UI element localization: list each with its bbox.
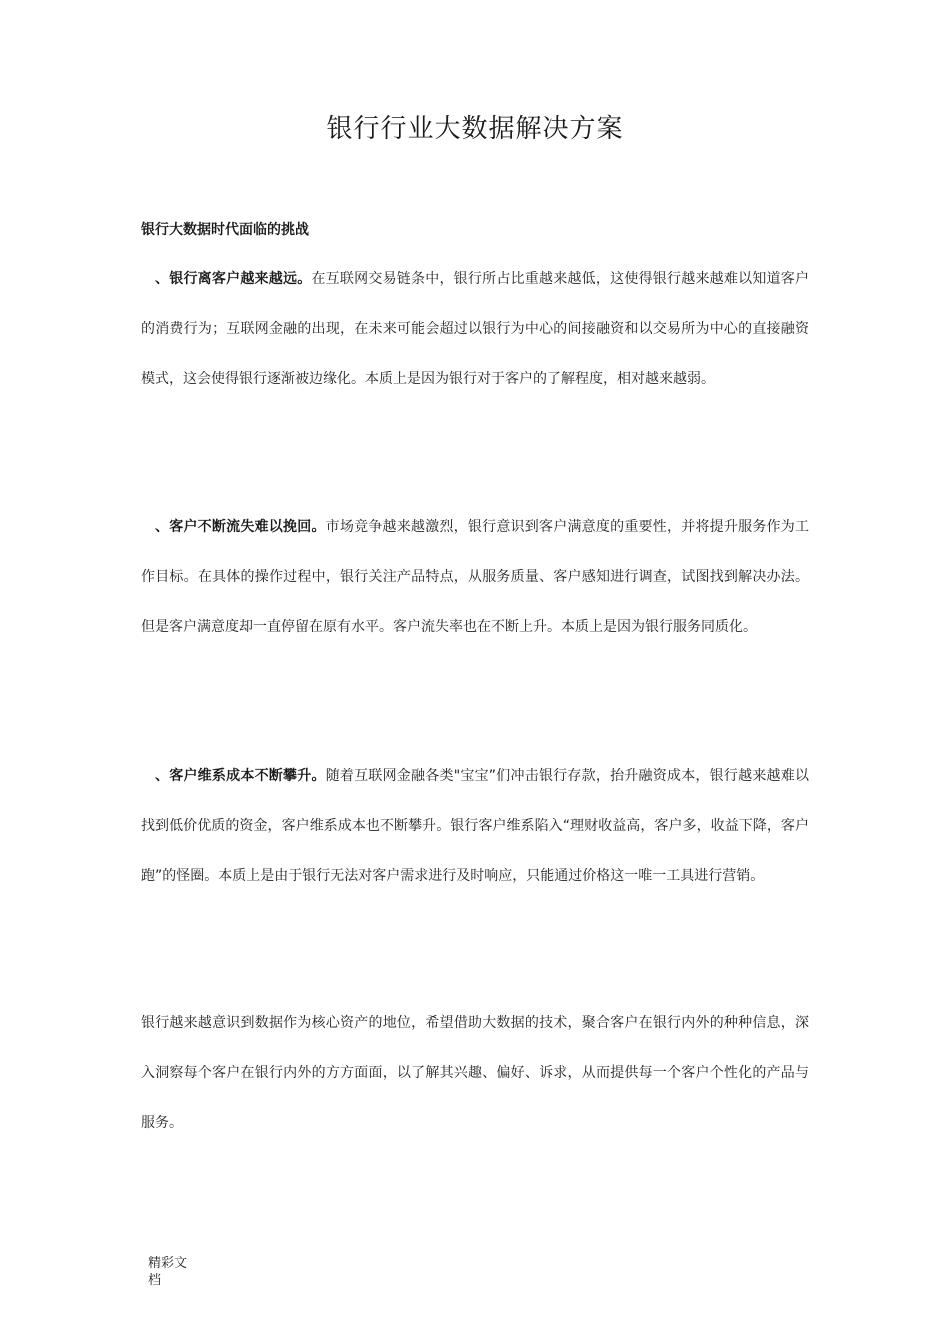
- paragraph-lead: 、银行离客户越来越远。: [155, 271, 312, 287]
- paragraph-retention-cost: [141, 751, 809, 901]
- section-heading: 银行大数据时代面临的挑战: [141, 222, 309, 238]
- footer-label: 精彩文档: [148, 1256, 188, 1288]
- paragraph-text: 随着互联网金融各类"宝宝”们冲击银行存款，抬升融资成本，银行越来越难以找到低价优质的资金，客户维系成本也不断攀升。银行客户维系陷入“理财收益高，客户多，收益下降，客户跑”的怪圈。本质上是由于银行无法对客户需求进行及时响应，只能通过价格这一唯一工具进行营销。: [141, 768, 809, 884]
- paragraph-lead: 、客户维系成本不断攀升。: [155, 768, 326, 784]
- paragraph-closing: 银行越来越意识到数据作为核心资产的地位，希望借助大数据的技术，聚合客户在银行内外的种种信息，深入洞察每个客户在银行内外的方方面面，以了解其兴趣、偏好、诉求，从而提供每一个客户个性化的产品与服务。: [141, 1015, 809, 1131]
- paragraph-lead: 、客户不断流失难以挽回。: [155, 519, 326, 535]
- paragraph-text: 市场竞争越来越激烈，银行意识到客户满意度的重要性，并将提升服务作为工作目标。在具体的操作过程中，银行关注产品特点，从服务质量、客户感知进行调查，试图找到解决办法。但是客户满意度却一直停留在原有水平。客户流失率也在不断上升。本质上是因为银行服务同质化。: [141, 519, 810, 635]
- page-title: 银行行业大数据解决方案: [326, 114, 624, 144]
- paragraph-customer-distance: [141, 254, 809, 404]
- paragraph-text: 在互联网交易链条中，银行所占比重越来越低，这使得银行越来越难以知道客户的消费行为；互联网金融的出现，在未来可能会超过以银行为中心的间接融资和以交易所为中心的直接融资模式，这会使得银行逐渐被边缘化。本质上是因为银行对于客户的了解程度，相对越来越弱。: [141, 271, 810, 387]
- paragraph-customer-loss: [141, 502, 809, 652]
